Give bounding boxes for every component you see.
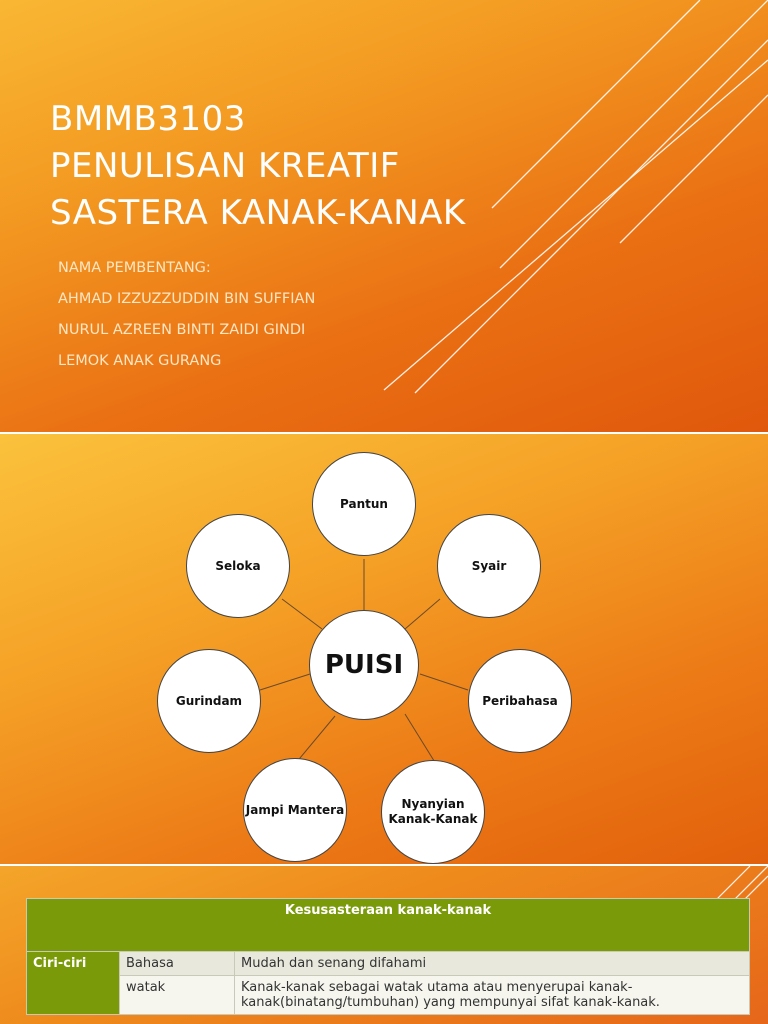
row-label: Ciri-ciri [27, 952, 120, 1015]
title-slide [0, 0, 768, 432]
desc-cell: Kanak-kanak sebagai watak utama atau menyerupai kanak-kanak(binatang/tumbuhan) yang mempunyai sifat kanak-kanak. [235, 976, 750, 1015]
table-slide [0, 866, 768, 1024]
node-syair: Syair [437, 514, 541, 618]
node-pantun: Pantun [312, 452, 416, 556]
page-title [50, 96, 466, 237]
kesusasteraan-table [26, 898, 750, 1015]
title-line: BMMB3103 [50, 99, 246, 139]
node-puisi-center: PUISI [309, 610, 419, 720]
node-peribahasa: Peribahasa [468, 649, 572, 753]
node-seloka: Seloka [186, 514, 290, 618]
aspect-cell: watak [120, 976, 235, 1015]
node-nyanyian: Nyanyian Kanak-Kanak [381, 760, 485, 864]
puisi-diagram-slide [0, 434, 768, 864]
node-gurindam: Gurindam [157, 649, 261, 753]
desc-cell: Mudah dan senang difahami [235, 952, 750, 976]
presenter-name: LEMOK ANAK GURANG [58, 353, 222, 369]
presenter-list [58, 253, 315, 377]
table-title: Kesusasteraan kanak-kanak [27, 899, 750, 952]
presenter-name: AHMAD IZZUZZUDDIN BIN SUFFIAN [58, 291, 316, 307]
node-jampi-mantera: Jampi Mantera [243, 758, 347, 862]
presenter-name: NURUL AZREEN BINTI ZAIDI GINDI [58, 322, 306, 338]
aspect-cell: Bahasa [120, 952, 235, 976]
title-line: PENULISAN KREATIF [50, 146, 400, 186]
presenter-heading: NAMA PEMBENTANG: [58, 260, 211, 276]
title-line: SASTERA KANAK-KANAK [50, 193, 466, 233]
